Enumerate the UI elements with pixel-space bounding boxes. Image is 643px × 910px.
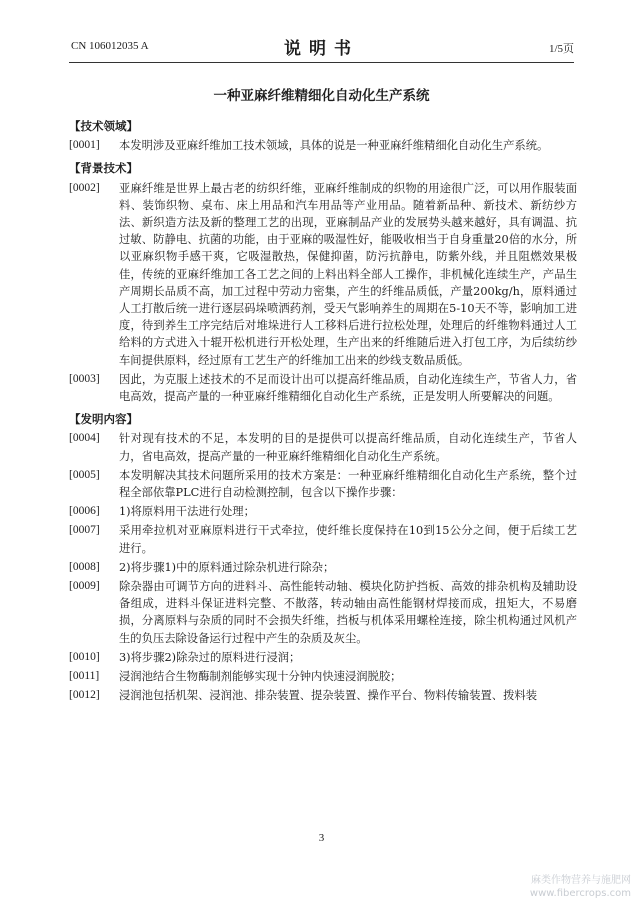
section-heading: 【技术领域】 xyxy=(69,119,138,133)
paragraph xyxy=(69,137,577,154)
page-number: 3 xyxy=(318,832,325,844)
paragraph-text: 亚麻纤维是世界上最古老的纺织纤维，亚麻纤维制成的织物的用途很广泛，可以用作服装面料、装饰织物、桌布、床上用品和汽车用品等产业用品。随着新品种、新技术、新纺纱方法、新织造方法及新的整理工艺的出现，亚麻制品产业的发展势头越来越好，具有调温、抗过敏、防静电、抗菌的功能，由于亚麻的吸湿性好，能吸收相当于自身重量20倍的水分，所以亚麻织物手感干爽，它吸湿散热，保健抑菌，防污抗静电，防紫外线，并且阻燃效果极佳，传统的亚麻纤维加工各工艺之间的上料出料全部人工操作，非机械化连续生产，产品生产周期长品质不高，加工过程中劳动力密集，产生的纤维品质低，产量200kg/h，原料通过人工打散后统一进行逐层码垛喷洒药剂，受天气影响养生的周期在5-10天不等，影响加工进度，待到养生工序完结后对堆垛进行人工移料后进行拉松处理，处理后的纤维物料通过人工给料的方式进入十辊开松机进行开松处理，生产出来的纤维随后进入打包工序，为后续纺纱车间提供原料，经过原有工艺生产的纤维加工出来的纱线支数品质低。 xyxy=(119,181,577,367)
paragraph-text: 针对现有技术的不足，本发明的目的是提供可以提高纤维品质，自动化连续生产，节省人力，省电高效，提高产量的一种亚麻纤维精细化自动化生产系统。 xyxy=(119,432,577,463)
paragraph xyxy=(69,371,577,405)
paragraph xyxy=(69,430,577,464)
paragraph-text: 浸润池结合生物酶制剂能够实现十分钟内快速浸润脱胶； xyxy=(119,670,402,684)
document-type: 说明书 xyxy=(284,39,359,59)
paragraph-number: [0006] xyxy=(69,505,100,518)
paragraph-text: 因此，为克服上述技术的不足而设计出可以提高纤维品质，自动化连续生产，节省人力，省电高效，提高产量的一种亚麻纤维精细化自动化生产系统，正是发明人所要解决的问题。 xyxy=(119,372,577,404)
paragraph-number: [0004] xyxy=(69,432,100,445)
paragraph-text: 本发明解决其技术问题所采用的技术方案是：一种亚麻纤维精细化自动化生产系统，整个过程全部依靠PLC进行自动检测控制，包含以下操作步骤： xyxy=(119,468,577,500)
paragraph-number: [0007] xyxy=(69,524,100,537)
paragraph-text: 浸润池包括机架、浸润池、排杂装置、提杂装置、操作平台、物料传输装置、拨料装 xyxy=(119,689,537,703)
section-heading: 【背景技术】 xyxy=(69,161,138,176)
paragraph xyxy=(69,649,577,666)
paragraph-text: 本发明涉及亚麻纤维加工技术领域，具体的说是一种亚麻纤维精细化自动化生产系统。 xyxy=(119,139,549,153)
paragraph-number: [0005] xyxy=(69,468,100,481)
paragraph-number: [0008] xyxy=(69,560,100,573)
paragraph-text: 2)将步骤1)中的原料通过除杂机进行除杂； xyxy=(119,560,335,574)
paragraph xyxy=(69,687,577,704)
header-divider xyxy=(69,62,574,63)
paragraph-number: [0009] xyxy=(69,580,100,593)
watermark-url: www.fibercrops.com xyxy=(529,888,631,899)
watermark-site-name: 麻类作物营养与施肥网 xyxy=(531,875,631,886)
paragraph-number: [0012] xyxy=(69,689,100,702)
watermark xyxy=(530,874,631,900)
patent-number: CN 106012035 A xyxy=(71,40,149,52)
paragraph xyxy=(69,522,577,556)
paragraph-number: [0010] xyxy=(69,650,100,663)
paragraph xyxy=(69,559,577,576)
page-header xyxy=(0,30,643,60)
paragraph-text: 除杂器由可调节方向的进料斗、高性能转动轴、模块化防护挡板、高效的排杂机构及辅助设备组成，进料斗保证进料完整、不散落，转动轴由高性能钢材焊接而成，扭矩大，不易磨损，分离原料与杂质的同时不会损失纤维，挡板与机体采用螺栓连接，除尘机构通过风机产生的负压去除设备运行过程中产生的杂质及灰尘。 xyxy=(119,580,577,645)
page-info: 1/5页 xyxy=(548,43,574,55)
paragraph xyxy=(69,668,577,685)
document-body xyxy=(69,118,577,705)
paragraph xyxy=(69,578,577,647)
paragraph-text: 1)将原料用干法进行处理； xyxy=(119,505,255,519)
paragraph xyxy=(69,503,577,520)
paragraph-text: 采用牵拉机对亚麻原料进行干式牵拉，使纤维长度保持在10到15公分之间，便于后续工艺进行。 xyxy=(119,524,577,555)
paragraph-number: [0002] xyxy=(69,181,100,194)
document-title: 一种亚麻纤维精细化自动化生产系统 xyxy=(213,88,430,104)
paragraph-number: [0003] xyxy=(69,372,100,385)
paragraph xyxy=(69,180,577,369)
paragraph xyxy=(69,467,577,501)
paragraph-text: 3)将步骤2)除杂过的原料进行浸润； xyxy=(119,650,301,664)
section-heading: 【发明内容】 xyxy=(69,412,138,427)
paragraph-number: [0011] xyxy=(69,670,100,683)
paragraph-number: [0001] xyxy=(69,139,100,152)
